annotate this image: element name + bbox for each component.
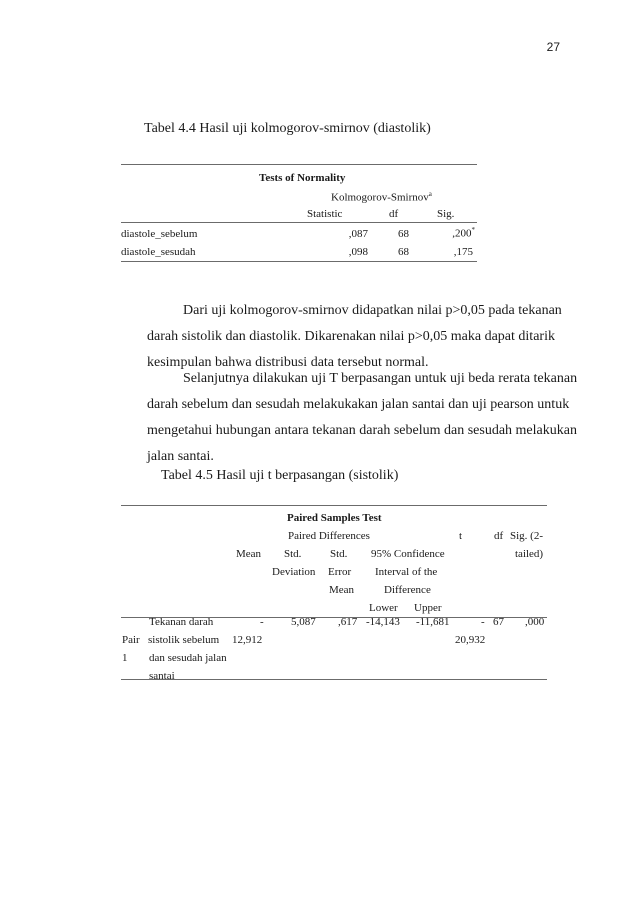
paragraph-2 [147,366,578,470]
table2-col-stderr-line1: Std. [330,548,348,560]
row-std-dev: 5,087 [291,616,316,628]
table2-col-stderr-line2: Error [328,566,352,578]
row-upper: -11,681 [416,616,450,628]
table2-title: Paired Samples Test [287,512,382,524]
row-lower: -14,143 [366,616,400,628]
row-statistic: ,087 [348,228,368,240]
paragraph-line: kesimpulan bahwa distribusi data tersebut normal. [147,355,429,370]
table2-col-ci-line3: Difference [384,584,431,596]
table2-col-upper: Upper [414,602,442,614]
row-label: diastole_sesudah [121,246,196,258]
row-df: 68 [398,246,409,258]
row-label-line3: dan sesudah jalan [149,652,227,664]
table1-col-statistic: Statistic [307,208,343,220]
table2-col-df: df [494,530,504,542]
table2-col-ci-line2: Interval of the [375,566,438,578]
table1-group-header-text: Kolmogorov-Smirnov [331,191,429,204]
row-label-line2: sistolik sebelum [148,634,220,646]
paragraph-1 [147,298,562,376]
row-df: 67 [493,616,504,628]
table2-col-stddev-line1: Std. [284,548,302,560]
table1-col-sig: Sig. [437,208,455,220]
row-sig [420,226,475,240]
table1-top-rule [121,164,477,165]
row-statistic: ,098 [348,246,368,258]
table1-header-rule [121,222,477,223]
row-label: diastole_sebelum [121,228,198,240]
paragraph-line: mengetahui hubungan antara tekanan darah sebelum dan sesudah melakukan [147,423,577,438]
table2-top-rule [121,505,547,506]
row-mean-sign: - [260,616,264,628]
paragraph-line: Selanjutnya dilakukan uji T berpasangan untuk uji beda rerata tekanan [183,371,578,386]
table1-bottom-rule [121,261,477,262]
row-label-line1: Tekanan darah [149,616,214,628]
row-sig: ,175 [453,246,473,258]
table2-caption: Tabel 4.5 Hasil uji t berpasangan (sistolik) [161,468,399,483]
table2-bottom-rule [121,679,547,680]
table1-caption: Tabel 4.4 Hasil uji kolmogorov-smirnov (diastolik) [144,121,431,136]
row-sig: ,000 [525,616,545,628]
table2-col-ci-line1: 95% Confidence [371,548,445,560]
table1-title: Tests of Normality [259,172,346,184]
table2-col-sig-line2: tailed) [515,548,544,560]
table1-col-df: df [389,208,399,220]
table2-col-stddev-line2: Deviation [272,566,316,578]
table1-group-header [331,190,432,204]
paragraph-line: jalan santai. [147,449,214,464]
page-number: 27 [546,40,560,54]
table1-group-header-sup: a [428,190,432,198]
table2-col-lower: Lower [369,602,398,614]
table2-col-mean: Mean [236,548,262,560]
row-mean-value: 12,912 [232,634,263,646]
row-sig-value: ,200 [452,227,472,240]
row-t-value: 20,932 [455,634,486,646]
table2-group-header: Paired Differences [288,530,370,542]
paragraph-line: darah sebelum dan sesudah melakukakan jalan santai dan uji pearson untuk [147,397,570,412]
paragraph-line: darah sistolik dan diastolik. Dikarenakan nilai p>0,05 maka dapat ditarik [147,329,555,344]
table2-col-sig-line1: Sig. (2- [510,530,543,542]
row-std-err: ,617 [338,616,358,628]
row-df: 68 [398,228,409,240]
row-sig-sup: * [471,226,475,234]
pair-label-line1: Pair [122,634,140,646]
paragraph-line: Dari uji kolmogorov-smirnov didapatkan nilai p>0,05 pada tekanan [183,303,562,318]
pair-label-line2: 1 [122,652,128,664]
row-label-line4: santai [149,670,175,682]
table2-col-stderr-line3: Mean [329,584,355,596]
row-t-sign: - [481,616,485,628]
table2-col-t: t [459,530,463,542]
